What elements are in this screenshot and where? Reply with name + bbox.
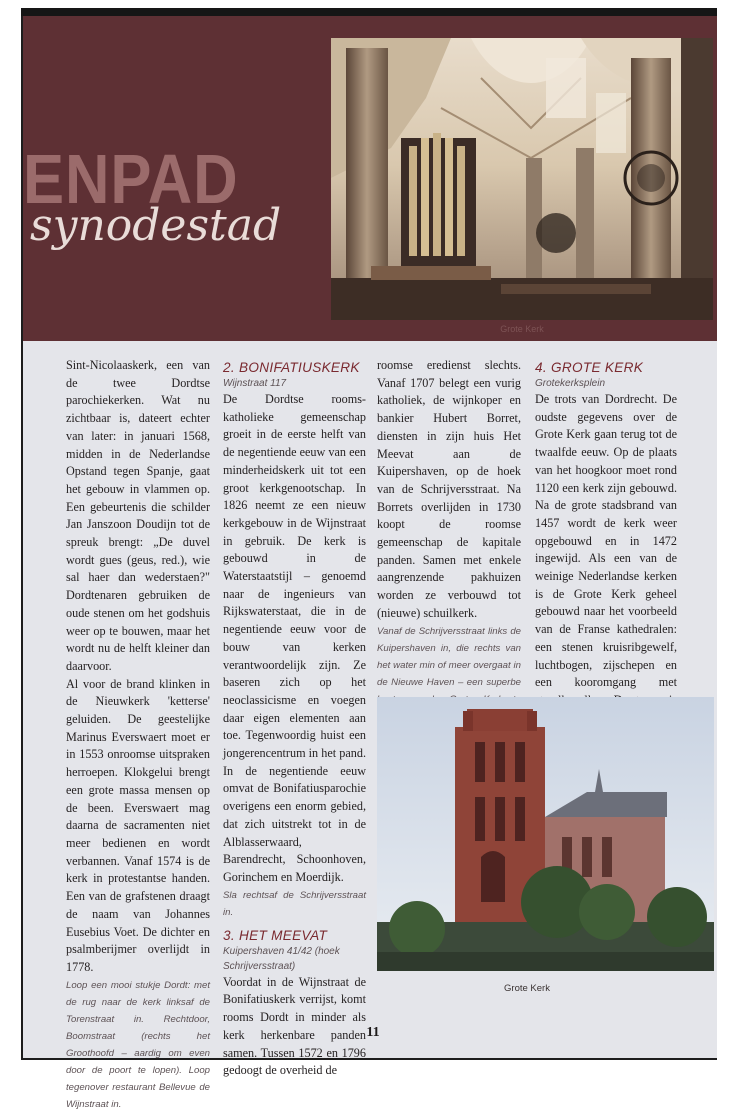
section-2-route-caption: Sla rechtsaf de Schrijversstraat in. — [223, 889, 366, 918]
header-subtitle: synodestad — [30, 200, 282, 251]
header-title: ENPAD — [23, 140, 239, 218]
col3-route-caption: Vanaf de Schrijversstraat links de Kuipershaven in, die rechts van het water min of meer overgaat in de Nieuwe Haven – een superbe — [377, 625, 521, 688]
church-interior-photo — [331, 38, 713, 320]
column-2 — [223, 357, 366, 1080]
column-4 — [535, 357, 677, 727]
section-3-address: Kuipershaven 41/42 (hoek Schrijversstraat) — [223, 945, 340, 972]
column-1 — [66, 357, 210, 1113]
interior-photo-caption: Grote Kerk — [500, 324, 544, 334]
col1-body-1: Sint-Nicolaaskerk, een van de twee Dordtse parochiekerken. Wat nu zichtbaar is, dateert echter van later: in januari 1568, midden in de Nederlandse Opstand tegen Spanje, gaat het gebouw in vlammen op. Een gebeurtenis die schilder Jan Janszoon Doudijn tot de spreuk brengt: „De duvel wordt gues (geus, red.), wie sal haer dan wederstaen?" Dordtenaren gebruiken de oude stenen om het godshuis weer op te bouwen, maar het wordt nu de helft kleiner dan daarvoor. — [66, 358, 210, 673]
section-4-address: Grotekerksplein — [535, 378, 606, 389]
grote-kerk-tower-photo — [377, 697, 714, 971]
section-3-body: Voordat in de Wijnstraat de Bonifatiuskerk verrijst, komt rooms Dordt in minder als kerk herkenbare panden samen. Tussen 1572 en 1796 gedoogt de overheid de — [223, 974, 366, 1078]
section-4-body: De trots van Dordrecht. De oudste gegevens over de Grote Kerk gaan terug tot de twaalfde eeuw. Op de plaats van het hoogkoor moet rond 1120 een kerk zijn gebouwd. Na de grote stadsbrand van 1457 wordt de kerk weer opgebouwd en in 1472 ingewijd. Als een van de weinige Nederlandse kerken is de Grote Kerk geheel gebouwd naar het voorbeeld van de Franse kathedralen: een stenen kruisribgewelf, luchtbogen, zijschepen en een kooromgang met — [535, 392, 677, 690]
col1-route-caption: Loop een mooi stukje Dordt: met de rug naar de kerk linksaf de Torenstraat in. Rechtdoor, Boomstraat (rechts het Groothoofd – aardig om even door de poort te lopen). Loop tegenover restaurant Bellevue de Wijnstraat in. — [66, 979, 210, 1110]
col3-body: roomse eredienst slechts. Vanaf 1707 belegt een vurig katholiek, de wijnkoper en bankier Hubert Borret, diensten in zijn huis Het Meevat aan de Kuipershaven, op de hoek van de Schrijversstraat. Na Borrets overlijden in 1730 koopt de roomse gemeenschap de kapitale panden. Samen met enkele aangrenzende pakhuizen worden ze verbouwd tot (nieuwe) schuilkerk. — [377, 358, 521, 620]
section-2-title: 2. BONIFATIUSKERK — [223, 360, 360, 375]
section-3-title: 3. HET MEEVAT — [223, 927, 328, 943]
section-2-body: De Dordtse rooms-katholieke gemeenschap groeit in de eerste helft van de negentiende eeuw van een minderheidskerk uit tot een groot kerkgenootschap. In 1826 neemt ze een nieuw kerkgebouw in de Wijnstraat in gebruik. De kerk is gebouwd in de Waterstaatstijl – genoemd naar de ingenieurs van Rijkswaterstaat, die in de negentiende eeuw voor de bouw van kerken verantwoordelijk zijn. Ze baseren zich op het neoclassicisme en voegen daar eigen elementen aan toe. Tegenwoordig huist een jongerencentrum in het pand. In de negentiende eeuw omvat de Bonifatiusparochie overigens een enorm gebied, dat zich uitstrekt tot in de Alblasserwaard, Barendrecht, Schoonhoven, Gorinchem en Moerdijk. — [223, 392, 366, 884]
col1-body-2: Al voor de brand klinken in de Nieuwkerk 'ketterse' geluiden. De geestelijke Marinus Everswaert moet er in 1553 onroomse uitspraken herroepen. Klokgelui brengt een grote massa mensen op de been. Everswaert mag daarna de sacramenten niet meer bedienen en wordt verbannen. Vanaf 1574 is de kerk in protestantse handen. Een van de grafstenen draagt de naam van Johannes Eusebius Voet. De dichter en psalmberijmer overlijdt in 1778. — [66, 676, 210, 974]
column-3 — [377, 357, 521, 725]
tower-photo-caption: Grote Kerk — [504, 983, 550, 994]
section-2-address: Wijnstraat 117 — [223, 378, 287, 389]
page-number: 11 — [366, 1025, 380, 1040]
section-4-title: 4. GROTE KERK — [535, 360, 644, 375]
top-rule — [21, 8, 717, 16]
